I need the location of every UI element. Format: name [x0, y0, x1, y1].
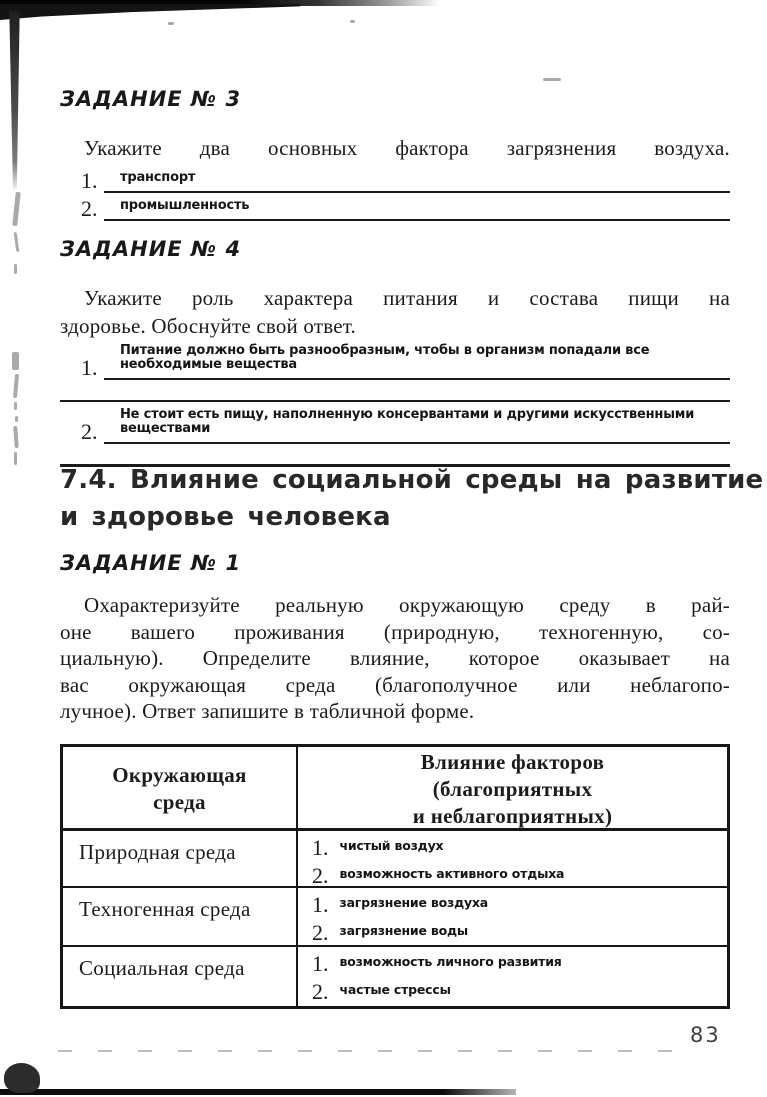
page-number: 83: [690, 1023, 721, 1047]
scan-artifact-speck: [350, 20, 355, 23]
table-row-environment: Техногенная среда: [63, 888, 298, 947]
table-row-environment: Природная среда: [63, 831, 298, 888]
scan-artifact-speck: [168, 22, 174, 25]
factor-answer: возможность личного развития: [339, 954, 562, 969]
answer-number: 2.: [81, 196, 98, 221]
answer-text: промышленность: [120, 198, 250, 213]
factor-number: 1.: [312, 835, 329, 860]
factor-answer: загрязнение воды: [339, 923, 469, 938]
header-line: Влияние факторов: [420, 750, 605, 774]
task-1-section: [60, 550, 730, 576]
factor-answer: частые стрессы: [339, 982, 451, 997]
factor-number: 2.: [312, 979, 329, 1004]
prompt-line: лучное). Ответ запишите в табличной форме.: [60, 699, 475, 723]
scan-artifact-top-bar: [0, 0, 440, 6]
answer-number: 1.: [81, 355, 98, 380]
task-4-section: [60, 236, 730, 467]
factor-number: 1.: [312, 892, 329, 917]
prompt-line: вас окружающая среда (благополучное или неблагопо-: [60, 672, 730, 697]
header-line: (благоприятных: [432, 777, 593, 801]
task-4-answer-row-2: [60, 408, 730, 444]
answer-text: Не стоит есть пищу, наполненную консервантами и другими искусственными веществами: [120, 407, 695, 436]
factor-item: [312, 920, 727, 946]
table-header-factors: [298, 747, 727, 831]
scan-artifact-speck: [543, 78, 561, 81]
scan-artifact-left-streak: [8, 11, 21, 189]
task-1-prompt: [60, 592, 730, 725]
blank-answer-line: [60, 400, 730, 402]
scan-artifact-top-wedge: [0, 4, 300, 20]
factor-number: 2.: [312, 920, 329, 945]
environment-factors-table: [60, 744, 730, 1009]
factor-number: 1.: [312, 951, 329, 976]
task-4-prompt-line-2: здоровье. Обоснуйте свой ответ.: [60, 314, 356, 338]
scan-artifact-mark: [12, 192, 21, 226]
table-header-environment: [63, 747, 298, 831]
answer-line: [104, 344, 730, 380]
task-4-answer-row-1: [60, 344, 730, 380]
task-4-heading: ЗАДАНИЕ № 4: [60, 237, 242, 261]
prompt-line: оне вашего проживания (природную, техногенную, со-: [60, 619, 730, 644]
factor-number: 2.: [312, 863, 329, 888]
table-row-factors: [298, 888, 727, 947]
task-4-prompt-line-1: Укажите роль характера питания и состава пищи на: [84, 286, 730, 310]
table-row-environment: Социальная среда: [63, 947, 298, 1006]
scan-artifact-dash-row: [58, 1050, 688, 1052]
task-3-section: [60, 86, 730, 221]
factor-item: [312, 835, 727, 861]
answer-number: 1.: [81, 168, 98, 193]
factor-answer: загрязнение воздуха: [339, 895, 489, 910]
factor-item: [312, 892, 727, 918]
task-3-prompt: Укажите два основных фактора загрязнения воздуха.: [84, 136, 730, 160]
scan-artifact-mark: [14, 264, 17, 274]
factor-item: [312, 951, 727, 977]
header-line: среда: [153, 790, 206, 814]
task-3-heading: ЗАДАНИЕ № 3: [60, 87, 242, 111]
task-3-answer-row-1: [60, 168, 730, 193]
scan-artifact-mark: [14, 232, 20, 252]
answer-number: 2.: [81, 419, 98, 444]
prompt-line: Охарактеризуйте реальную окружающую среду в рай-: [84, 593, 730, 617]
scan-artifact-corner-blob: [4, 1063, 40, 1093]
header-line: Окружающая: [112, 763, 247, 787]
scan-artifact-bottom-bar: [0, 1089, 516, 1095]
answer-line: [104, 408, 730, 444]
answer-text: транспорт: [120, 170, 196, 185]
scan-artifact-mark: [13, 374, 19, 398]
section-7-4-heading: [60, 462, 764, 536]
factor-item: [312, 979, 727, 1005]
scan-artifact-mark: [13, 426, 19, 448]
scan-artifact-mark: [14, 402, 17, 410]
factor-answer: чистый воздух: [339, 838, 444, 853]
table-row-factors: [298, 947, 727, 1006]
factor-item: [312, 863, 727, 889]
task-1-heading: ЗАДАНИЕ № 1: [60, 551, 242, 575]
section-heading-line-1: 7.4. Влияние социальной среды на развитие: [60, 465, 764, 495]
scan-artifact-mark: [14, 452, 17, 465]
task-3-answer-row-2: [60, 196, 730, 221]
table-row-factors: [298, 831, 727, 888]
prompt-line: циальную). Определите влияние, которое оказывает на: [60, 646, 730, 670]
section-heading-line-2: и здоровье человека: [60, 502, 391, 532]
header-line: и неблагоприятных): [412, 804, 613, 828]
scan-artifact-mark: [15, 416, 18, 422]
answer-line: [104, 168, 730, 193]
scan-artifact-mark: [12, 352, 19, 370]
answer-line: [104, 196, 730, 221]
answer-text: Питание должно быть разнообразным, чтобы в организм попадали все необходимые вещества: [120, 343, 650, 372]
factor-answer: возможность активного отдыха: [339, 866, 565, 881]
